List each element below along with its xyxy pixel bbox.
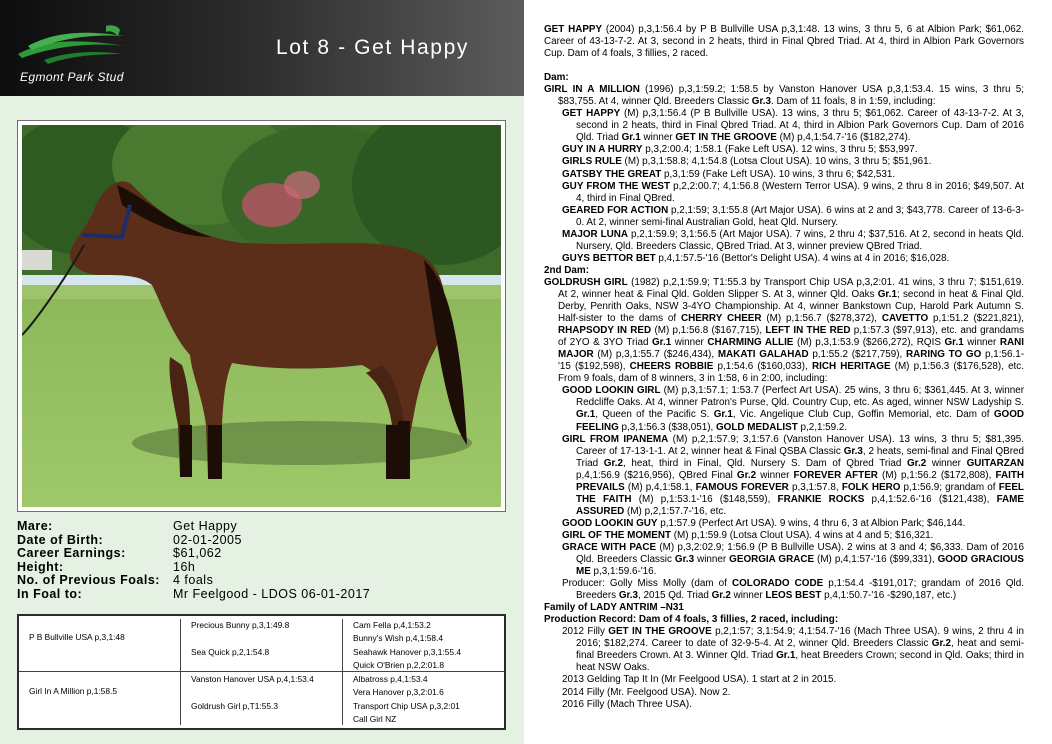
header-banner (0, 0, 524, 96)
horse-name: LEOS BEST (765, 590, 822, 602)
text-run: . Dam of 11 foals, 8 in 1:59, including: (770, 96, 936, 108)
text-run: p,3,1:56.3 ($38,051), (618, 421, 716, 433)
text-run: p,2,1:57; 3,1:54.9; 4,1:54.7-'16 (Mach Three USA). 9 wins, 2 thru 4 in 2016; $182,274. Career to date of 32-9-5-4. At 2, winner Qld. Breeders Classic (576, 626, 1024, 650)
producer-entry (544, 578, 1024, 602)
text-run: (M) p,4,1:58.1, (624, 481, 696, 493)
text-run: (M) p,1:59.9 (Lotsa Clout USA). 4 wins at 4 and 5; $16,321. (671, 529, 934, 541)
pedigree-gen3: Seahawk Hanover p,3,1:55.4 (353, 647, 462, 657)
brand-name: Egmont Park Stud (20, 70, 124, 84)
info-value: $61,062 (173, 546, 222, 561)
horse-name: FAME ASSURED (576, 493, 1024, 517)
foal-entry: 2014 Filly (Mr. Feelgood USA). Now 2. (562, 686, 731, 698)
grade-mark: Gr.1 (776, 650, 796, 662)
horse-name: MAJOR LUNA (562, 228, 629, 240)
text-run: winner (640, 132, 676, 144)
grade-mark: Gr.3 (843, 445, 863, 457)
dam-entry (544, 84, 1024, 108)
text-run: (M) p,3,1:55.7 ($246,434), (593, 349, 718, 361)
stud-logo-icon (14, 20, 134, 68)
text-run: winner (756, 469, 794, 481)
mare-name: GET HAPPY (544, 24, 603, 35)
text-run: 2012 Filly (562, 626, 609, 638)
pedigree-gen3: Quick O'Brien p,2,2:01.8 (353, 660, 444, 670)
info-value: 02-01-2005 (173, 532, 242, 547)
grade-mark: Gr.2 (736, 469, 757, 481)
text-run: (M) p,1:56.7 ($278,372), (761, 313, 882, 325)
text-run: winner (963, 337, 1000, 349)
text-run: (M) p,4,1:54.7-'16 ($182,274). (776, 132, 911, 144)
horse-name: RARING TO GO (905, 349, 982, 361)
pedigree-gen2: Goldrush Girl p,T1:55.3 (191, 701, 279, 711)
pedigree-sire: P B Bullville USA p,3,1:48 (29, 632, 125, 642)
text-run: (2004) p,3,1:56.4 by P B Bullville USA p,3,1:48. 13 wins, 3 thru 5, 6 at Albion Park; $61,062. Career of 43-13-7-2. At 3, second in 2 heats, third in Final Qbred Triad. At 4, third in Albion Park Governors Cup. Dam of 4 foals, 3 fillies, 2 raced. (544, 24, 1024, 60)
grade-mark: Gr.2 (906, 457, 927, 469)
horse-name: GIRL IN A MILLION (544, 84, 640, 96)
text-run: p,2,2:00.7; 4,1:56.8 (Western Terror USA). 9 wins, 2 thru 8 in 2016; $49,507. At 4, third in Final QBred. (576, 180, 1024, 204)
text-run: p,1:55.2 ($217,759), (808, 349, 906, 361)
text-run: (M) p,3,1:58.8; 4,1:54.8 (Lotsa Clout USA). 10 wins, 3 thru 5; $51,961. (621, 156, 932, 168)
pedigree-gen2: Sea Quick p,2,1:54.8 (191, 647, 270, 657)
horse-name: GIRL OF THE MOMENT (562, 529, 671, 541)
heading-text: Family of LADY ANTRIM –N31 (544, 602, 684, 614)
pedigree-gen3: Transport Chip USA p,3,2:01 (353, 701, 460, 711)
info-row-foals (17, 574, 417, 588)
text-run: (M) p,2,1:57.7-'16, etc. (624, 505, 727, 517)
info-label: Career Earnings: (17, 546, 126, 561)
text-run: , 2 heats, semi-final and Final QBred Triad (576, 445, 1024, 469)
progeny-entry (544, 434, 1024, 518)
grade-mark: Gr.2 (931, 638, 952, 650)
mare-info-table (17, 520, 417, 602)
horse-name: GUITARZAN (966, 457, 1025, 469)
text-run: (M) p,1:56.8 ($167,715), (651, 325, 766, 337)
grade-mark: Gr.3 (751, 96, 771, 108)
text-run: , heat Breeders Crown; second in Qld. Oaks; third in heat NSW Oaks. (576, 650, 1024, 674)
text-run: (1996) p,3,1:59.2; 1:58.5 by Vanston Hanover USA p,3,1:53.4. 15 wins, 3 thru 5; $83,755. At 4, winner Qld. Breeders Classic (558, 84, 1024, 108)
horse-name: FOLK HERO (841, 481, 901, 493)
catalogue-text (544, 24, 1024, 711)
horse-name: FAMOUS FOREVER (695, 481, 789, 493)
text-run: winner (694, 554, 730, 566)
info-label: Height: (17, 559, 64, 574)
info-label: Mare: (17, 519, 53, 533)
text-run: p,1:57.3 ($97,913), etc. and grandams of 2YO & 3YO Triad (558, 325, 1025, 349)
progeny-entry (544, 518, 1024, 530)
text-run: p,1:57.9 (Perfect Art USA). 9 wins, 4 thru 6, 3 at Albion Park; $46,144. (657, 517, 966, 529)
dam-heading (544, 72, 1024, 84)
grade-mark: Gr.1 (621, 132, 641, 144)
horse-name: GEARED FOR ACTION (562, 204, 669, 216)
pedigree-gen3: Bunny's Wish p,4,1:58.4 (353, 633, 444, 643)
horse-name: GET HAPPY (562, 108, 621, 120)
pedigree-gen2: Vanston Hanover USA p,4,1:53.4 (191, 674, 314, 684)
progeny-entry (544, 144, 1024, 156)
pedigree-divider (180, 619, 181, 725)
progeny-entry (544, 181, 1024, 205)
progeny-entry (544, 385, 1024, 433)
horse-name: CHEERS ROBBIE (629, 361, 714, 373)
foal-entry (544, 626, 1024, 674)
info-value: Mr Feelgood - LDOS 06-01-2017 (173, 586, 371, 601)
horse-name: RANI MAJOR (558, 337, 1025, 361)
horse-name: GUY IN A HURRY (562, 144, 643, 156)
info-label: No. of Previous Foals: (17, 573, 160, 588)
progeny-entry (544, 108, 1024, 144)
progeny-entry (544, 542, 1024, 578)
info-label: In Foal to: (17, 586, 83, 601)
text-run: (M) p,1:56.2 ($172,808), (877, 469, 996, 481)
text-run: (M) p,1:56.3 ($176,528), etc. From 9 foals, dam of 8 winners, 3 in 1:58, 6 in 2:00, including: (558, 361, 1024, 385)
text-run: p,1:56.9; grandam of (900, 481, 999, 493)
text-run: p,3,1:59.6-'16. (590, 566, 657, 578)
pedigree-divider (342, 619, 343, 725)
text-run: p,1:51.2 ($221,821), (928, 313, 1025, 325)
info-row-mare (17, 520, 417, 534)
horse-name: FOREVER AFTER (793, 469, 878, 481)
grade-mark: Gr.1 (944, 337, 964, 349)
horse-name: GOLDRUSH GIRL (544, 276, 628, 288)
progeny-entry (544, 253, 1024, 265)
info-value: 4 foals (173, 573, 214, 588)
text-run: p,4,1:52.6-'16 ($121,438), (864, 493, 997, 505)
horse-name: COLORADO CODE (731, 578, 824, 590)
text-run: ; second in heat & Final Qld. Derby, Penrith Oaks, NSW 3-4YO Championship. At 4, winner Bankstown Cup, Harold Park Autumn S. Half-sister to the dams of (558, 288, 1024, 325)
grade-mark: Gr.1 (877, 288, 897, 300)
grade-mark: Gr.3 (618, 590, 639, 602)
text-run: (M) p,2,1:57.9; 3,1:57.6 (Vanston Hanover USA). 13 wins, 3 thru 5; $81,395. Career of 17-13-1-1. At 2, winner heat & Final QSBA Classic (576, 433, 1024, 457)
mare-summary (544, 24, 1024, 60)
horse-name: GOOD FEELING (576, 409, 1025, 433)
info-value: 16h (173, 559, 196, 574)
horse-name: GOLD MEDALIST (715, 421, 798, 433)
horse-name: CAVETTO (881, 313, 929, 325)
text-run: (1982) p,2,1:59.9; T1:55.3 by Transport Chip USA p,3,2:01. 41 wins, 3 thru 7; $151,619. At 2, winner heat & Final Qld. Golden Slipper S. At 3, winner Qld. Oaks (558, 276, 1024, 300)
pedigree-table (17, 614, 506, 730)
horse-name: CHARMING ALLIE (707, 337, 794, 349)
horse-name: GRACE WITH PACE (562, 541, 657, 553)
text-run: p,3,1:59 (Fake Left USA). 10 wins, 3 thru 6; $42,531. (661, 168, 896, 180)
heading-text: Dam: (544, 72, 569, 84)
grade-mark: Gr.1 (576, 409, 596, 421)
grade-mark: Gr.1 (713, 409, 733, 421)
text-run: , Vic. Angelique Club Cup, Goffin Memorial, etc. Dam of (732, 409, 994, 421)
text-run: p,2,1:59.2. (797, 421, 848, 433)
pedigree-gen3: Albatross p,4,1:53.4 (353, 674, 428, 684)
horse-name: GATSBY THE GREAT (562, 168, 662, 180)
horse-name: LEFT IN THE RED (765, 325, 851, 337)
pedigree-divider (19, 671, 504, 672)
horse-name: MAKATI GALAHAD (717, 349, 809, 361)
foal-entry: 2013 Gelding Tap It In (Mr Feelgood USA). 1 start at 2 in 2015. (562, 674, 837, 686)
text-run: p,1:54.4 -$191,017; grandam of 2016 Qld. Breeders (576, 578, 1024, 602)
info-row-earnings (17, 547, 417, 561)
foal-entry: 2016 Filly (Mach Three USA). (562, 698, 692, 710)
text-run: , heat, third in Final, Qld. Nursery S. Dam of Qbred Triad (623, 457, 907, 469)
text-run: p,2,1:59; 3,1:55.8 (Art Major USA). 6 wins at 2 and 3; $43,778. Career of 13-6-3-0. At 2, winner semi-final Australian Gold, heat Qld. Nursery. (576, 204, 1024, 228)
info-row-in-foal (17, 588, 417, 602)
second-dam-entry (544, 277, 1024, 385)
text-run: p,4,1:50.7-'16 -$290,187, etc.) (821, 590, 957, 602)
text-run: , 2015 Qd. Triad (638, 590, 712, 602)
horse-name: GIRLS RULE (562, 156, 622, 168)
heading-text: Production Record: Dam of 4 foals, 3 fillies, 2 raced, including: (544, 614, 839, 626)
left-panel (0, 0, 524, 744)
pedigree-gen3: Call Girl NZ (353, 714, 397, 724)
horse-name: FAITH PREVAILS (576, 469, 1024, 493)
progeny-entry (544, 205, 1024, 229)
pedigree-gen3: Cam Fella p,4,1:53.2 (353, 620, 431, 630)
spacer (544, 60, 1024, 72)
horse-name: RICH HERITAGE (811, 361, 891, 373)
pedigree-gen2: Precious Bunny p,3,1:49.8 (191, 620, 290, 630)
horse-name: GUY FROM THE WEST (562, 180, 671, 192)
horse-name: GOOD LOOKIN GIRL (562, 385, 661, 397)
horse-name: GET IN THE GROOVE (675, 132, 777, 144)
progeny-entry (544, 530, 1024, 542)
progeny-entry (544, 169, 1024, 181)
text-run: (M) p,4,1:57-'16 ($99,331), (814, 554, 938, 566)
text-run: Producer: Golly Miss Molly (dam of (562, 578, 732, 590)
text-run: winner (730, 590, 766, 602)
text-run: (M) p,3,1:57.1; 1:53.7 (Perfect Art USA). 25 wins, 3 thru 6; $361,445. At 3, winner Redcliffe Oaks. At 4, winner Patron's Purse, Qld. Country Cup, etc. As aged, winner NSW Ladyship S. (576, 385, 1024, 409)
horse-name: FEEL THE FAITH (576, 481, 1024, 505)
info-value: Get Happy (173, 519, 238, 533)
horse-name: GET IN THE GROOVE (608, 626, 712, 638)
pedigree-dam: Girl In A Million p,1:58.5 (29, 686, 117, 696)
info-row-dob (17, 534, 417, 548)
horse-name: GIRL FROM IPANEMA (562, 433, 669, 445)
text-run: , Queen of the Pacific S. (595, 409, 714, 421)
text-run: p,2,1:59.9; 3,1:56.5 (Art Major USA). 7 wins, 2 thru 4; $37,516. At 2, second in heats Qld. Nursery, Qld. Breeders Classic, QBred Triad. At 3, winner preview QBred Triad. (576, 228, 1024, 252)
text-run: p,1:54.6 ($160,033), (713, 361, 812, 373)
horse-name: GOOD LOOKIN GUY (562, 517, 658, 529)
text-run: winner (671, 337, 708, 349)
text-run: p,3,1:57.8, (788, 481, 842, 493)
text-run: p,4,1:57.5-'16 (Bettor's Delight USA). 4 wins at 4 in 2016; $16,028. (655, 252, 950, 264)
text-run: p,3,2:00.4; 1:58.1 (Fake Left USA). 12 wins, 3 thru 5; $53,997. (642, 144, 918, 156)
horse-name: RHAPSODY IN RED (558, 325, 652, 337)
info-row-height (17, 561, 417, 575)
text-run: p,4,1:56.9 ($216,956), QBred Final (576, 469, 737, 481)
horse-name: FRANKIE ROCKS (777, 493, 865, 505)
grade-mark: Gr.2 (603, 457, 623, 469)
text-run: (M) p,3,1:53.9 ($266,272), RQIS (793, 337, 945, 349)
progeny-entry (544, 156, 1024, 168)
text-run: winner (926, 457, 967, 469)
text-run: p,1:56.1-'15 ($192,598), (558, 349, 1025, 373)
horse-name: CHERRY CHEER (680, 313, 762, 325)
pedigree-gen3: Vera Hanover p,3,2:01.6 (353, 687, 444, 697)
grade-mark: Gr.2 (711, 590, 731, 602)
grade-mark: Gr.3 (674, 554, 695, 566)
info-label: Date of Birth: (17, 532, 104, 547)
text-run: (M) p,1:53.1-'16 ($148,559), (631, 493, 778, 505)
progeny-entry (544, 229, 1024, 253)
second-dam-heading (544, 265, 1024, 277)
grade-mark: Gr.1 (652, 337, 672, 349)
family-line (544, 602, 1024, 614)
heading-text: 2nd Dam: (544, 264, 589, 276)
text-run: , heat and semi-final Breeders Crown. At 3. Winner Qld. Triad (576, 638, 1024, 662)
horse-photo (22, 125, 501, 507)
horse-name: GUYS BETTOR BET (562, 252, 656, 264)
lot-title: Lot 8 - Get Happy (276, 36, 469, 59)
horse-name: GEORGIA GRACE (729, 554, 815, 566)
production-record-heading (544, 614, 1024, 626)
horse-photo-frame (17, 120, 506, 512)
horse-name: GOOD GRACIOUS ME (576, 554, 1024, 578)
text-run: (M) p,3,1:56.4 (P B Bullville USA). 13 wins, 3 thru 5; $61,062. Career of 43-13-7-2. At 3, second in 2 heats, third in Final Qbred Triad. At 4, third in Albion Park Governors Cup. Dam of 2016 Qld. Triad (576, 108, 1024, 144)
text-run: (M) p,3,2:02.9; 1:56.9 (P B Bullville USA). 2 wins at 3 and 4; $6,333. Dam of 2016 Qld. Breeders Classic (576, 541, 1024, 566)
